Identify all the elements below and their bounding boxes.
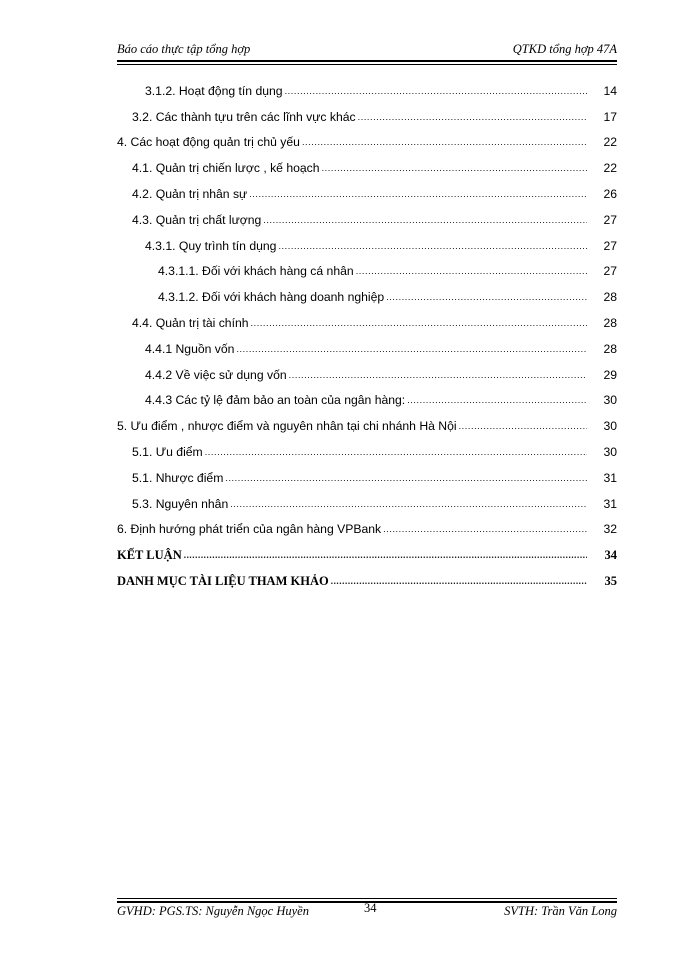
toc-entry-page: 35 <box>604 573 617 588</box>
toc-entry-page: 27 <box>603 238 617 253</box>
toc-entry-label: 4.4. Quản trị tài chính <box>132 316 249 331</box>
toc-entry[interactable] <box>117 517 617 543</box>
toc-entry-label: 5.1. Nhược điểm <box>132 470 224 485</box>
toc-entry-label: KẾT LUẬN <box>117 547 182 562</box>
toc-dot-leader <box>289 369 587 381</box>
toc-dot-leader <box>285 85 587 97</box>
toc-dot-leader <box>407 394 587 406</box>
footer-supervisor: GVHD: PGS.TS: Nguyễn Ngọc Huyền <box>117 904 309 918</box>
header-report-title: Báo cáo thực tập tổng hợp <box>117 42 251 56</box>
toc-entry[interactable] <box>117 465 617 491</box>
toc-dot-leader <box>230 498 587 510</box>
toc-entry[interactable] <box>117 181 617 207</box>
toc-entry[interactable] <box>117 362 617 388</box>
toc-entry-label: DANH MỤC TÀI LIỆU THAM KHẢO <box>117 573 329 588</box>
toc-entry-label: 5. Ưu điểm , nhược điểm và nguyên nhân tại chi nhánh Hà Nội <box>117 419 457 434</box>
footer-page-number: 34 <box>364 901 377 915</box>
toc-entry[interactable] <box>117 568 617 594</box>
toc-entry[interactable] <box>117 259 617 285</box>
toc-dot-leader <box>322 162 587 174</box>
toc-entry-label: 4.1. Quản trị chiến lược , kế hoạch <box>132 161 320 176</box>
toc-entry-page: 22 <box>603 135 617 150</box>
toc-dot-leader <box>383 523 587 535</box>
toc-dot-leader <box>358 111 587 123</box>
toc-dot-leader <box>236 343 587 355</box>
toc-entry-page: 30 <box>603 419 617 434</box>
toc-dot-leader <box>251 317 587 329</box>
toc-dot-leader <box>205 446 587 458</box>
toc-entry-label: 4.3.1. Quy trình tín dụng <box>145 238 277 253</box>
toc-entry[interactable] <box>117 542 617 568</box>
toc-dot-leader <box>356 265 587 277</box>
toc-dot-leader <box>278 240 587 252</box>
toc-entry[interactable] <box>117 439 617 465</box>
toc-entry[interactable] <box>117 104 617 130</box>
toc-dot-leader <box>249 188 587 200</box>
toc-entry[interactable] <box>117 491 617 517</box>
toc-entry[interactable] <box>117 78 617 104</box>
toc-entry-page: 31 <box>603 470 617 485</box>
toc-entry-page: 17 <box>603 109 617 124</box>
toc-dot-leader <box>302 136 587 148</box>
toc-entry-page: 14 <box>603 83 617 98</box>
header-class-name: QTKD tổng hợp 47A <box>512 42 617 56</box>
page-header <box>117 42 617 60</box>
footer-student: SVTH: Trần Văn Long <box>504 904 617 918</box>
toc-entry-page: 26 <box>603 187 617 202</box>
toc-entry-page: 27 <box>603 212 617 227</box>
toc-entry-label: 4.4.2 Về việc sử dụng vốn <box>145 367 287 382</box>
toc-entry[interactable] <box>117 207 617 233</box>
toc-entry-page: 31 <box>603 496 617 511</box>
toc-entry-page: 27 <box>603 264 617 279</box>
toc-dot-leader <box>331 575 587 587</box>
toc-entry-label: 3.1.2. Hoạt động tín dụng <box>145 83 283 98</box>
toc-entry[interactable] <box>117 284 617 310</box>
toc-entry-label: 6. Định hướng phát triển của ngân hàng VPBank <box>117 522 382 537</box>
toc-entry[interactable] <box>117 310 617 336</box>
toc-entry[interactable] <box>117 413 617 439</box>
toc-entry[interactable] <box>117 336 617 362</box>
table-of-contents <box>117 78 617 594</box>
toc-entry-label: 4.4.1 Nguồn vốn <box>145 341 235 356</box>
toc-entry-page: 28 <box>603 316 617 331</box>
toc-entry-label: 5.1. Ưu điểm <box>132 445 203 460</box>
toc-entry-label: 4. Các hoạt động quản trị chủ yếu <box>117 135 300 150</box>
toc-dot-leader <box>184 549 587 561</box>
toc-entry-label: 4.3. Quản trị chất lượng <box>132 212 262 227</box>
toc-entry-page: 22 <box>603 161 617 176</box>
toc-dot-leader <box>263 214 587 226</box>
toc-entry-page: 30 <box>603 393 617 408</box>
footer-rule-thin <box>117 898 617 899</box>
toc-dot-leader <box>386 291 587 303</box>
toc-entry-page: 29 <box>603 367 617 382</box>
page-footer <box>117 901 617 922</box>
toc-entry-label: 3.2. Các thành tựu trên các lĩnh vực khác <box>132 109 356 124</box>
toc-entry-page: 28 <box>603 290 617 305</box>
toc-entry-page: 30 <box>603 445 617 460</box>
toc-entry-label: 4.2. Quản trị nhân sự <box>132 187 248 202</box>
toc-dot-leader <box>459 420 587 432</box>
header-rule-thin <box>117 64 617 65</box>
toc-entry-page: 34 <box>604 547 617 562</box>
toc-entry[interactable] <box>117 155 617 181</box>
toc-entry[interactable] <box>117 130 617 156</box>
toc-entry[interactable] <box>117 388 617 414</box>
toc-entry-label: 4.4.3 Các tỷ lệ đảm bảo an toàn của ngân hàng: <box>145 393 406 408</box>
toc-entry-page: 32 <box>603 522 617 537</box>
toc-entry[interactable] <box>117 233 617 259</box>
toc-dot-leader <box>225 472 587 484</box>
toc-entry-label: 4.3.1.1. Đối với khách hàng cá nhân <box>158 264 354 279</box>
toc-entry-label: 5.3. Nguyên nhân <box>132 496 229 511</box>
toc-entry-label: 4.3.1.2. Đối với khách hàng doanh nghiệp <box>158 290 385 305</box>
header-rule-thick <box>117 60 617 62</box>
toc-entry-page: 28 <box>603 341 617 356</box>
